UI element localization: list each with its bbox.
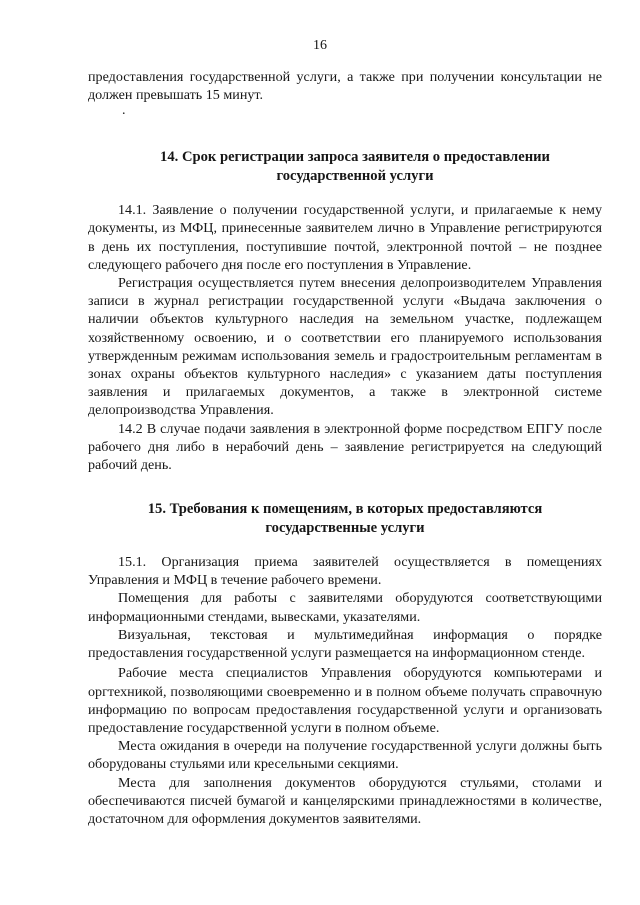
- document-body: [88, 68, 602, 828]
- section-14-paragraph-1: 14.1. Заявление о получении государственной услуги, и прилагаемые к нему документы, из МФЦ, принесенные заявителем лично в Управление регистрируются в день их поступления, поступившие почтой, электронной почтой – не позднее следующего рабочего дня после его поступления в Управление.: [88, 202, 602, 273]
- page-number: 16: [313, 38, 327, 53]
- intro-paragraph: предоставления государственной услуги, а также при получении консультации не должен превышать 15 минут.: [88, 69, 602, 104]
- section-15: [88, 500, 602, 828]
- section-15-paragraph-5: Места ожидания в очереди на получение государственной услуги должны быть оборудованы стульями или кресельными секциями.: [88, 738, 602, 773]
- section-14: [88, 148, 602, 474]
- section-15-heading-line2: государственные услуги: [265, 519, 425, 536]
- section-15-heading-line1: 15. Требования к помещениям, в которых предоставляются: [147, 501, 543, 518]
- section-14-heading-line1: 14. Срок регистрации запроса заявителя о предоставлении: [160, 149, 550, 166]
- section-15-paragraph-3: Визуальная, текстовая и мультимедийная информация о порядке предоставления государственной услуги размещается на информационном стенде.: [88, 626, 602, 662]
- section-14-heading-line2: государственной услуги: [276, 167, 434, 184]
- section-14-paragraph-2: Регистрация осуществляется путем внесения делопроизводителем Управления записи в журнал регистрации государственной услуги «Выдача заключения о наличии объектов культурного наследия на земельном участке, подлежащем хозяйственному освоению, и о соответствии его планируемого использования утвержденным режимам использования земель и градостроительным регламентам в зонах охраны объектов культурного наследия» с указанием даты поступления заявления и прилагаемых документов, а также в электронной системе делопроизводства Управления.: [88, 275, 602, 419]
- section-15-paragraph-2: Помещения для работы с заявителями оборудуются соответствующими информационными стендами, вывесками, указателями.: [88, 590, 602, 625]
- stray-mark: .: [122, 103, 126, 119]
- section-15-paragraph-1: 15.1. Организация приема заявителей осуществляется в помещениях Управления и МФЦ в течение рабочего времени.: [88, 554, 602, 589]
- section-15-heading: [88, 500, 602, 537]
- section-14-paragraph-3: 14.2 В случае подачи заявления в электронной форме посредством ЕПГУ после рабочего дня либо в нерабочий день – заявление регистрируется на следующий рабочий день.: [88, 420, 602, 474]
- section-14-heading: [88, 148, 602, 185]
- section-15-paragraph-6: Места для заполнения документов оборудуются стульями, столами и обеспечиваются писчей бумагой и канцелярскими принадлежностями в количестве, достаточном для оформления документов заявителями.: [88, 774, 602, 827]
- section-15-paragraph-4: Рабочие места специалистов Управления оборудуются компьютерами и оргтехникой, позволяющими своевременно и в полном объеме получать справочную информацию по вопросам предоставления государственной услуги и организовать предоставление государственной услуги в полном объеме.: [88, 665, 602, 736]
